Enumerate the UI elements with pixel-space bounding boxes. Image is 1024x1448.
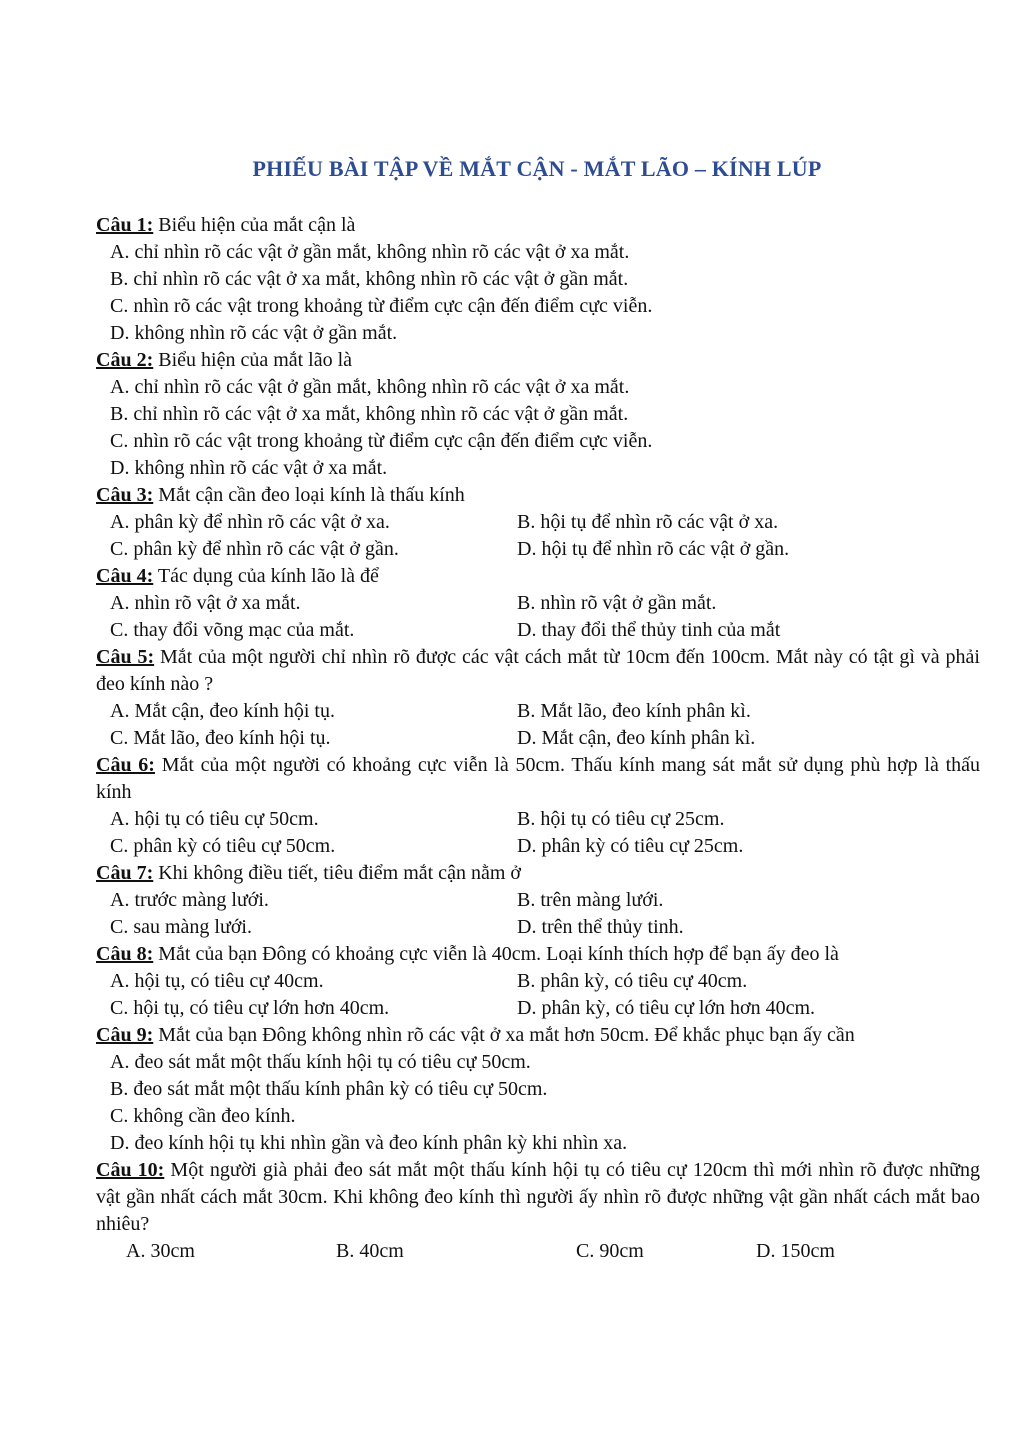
- question-3: [96, 482, 980, 563]
- option-b: B. chỉ nhìn rõ các vật ở xa mắt, không nhìn rõ các vật ở gần mắt.: [110, 403, 629, 425]
- question-label: Câu 3:: [96, 484, 154, 506]
- question-5: [96, 644, 980, 752]
- question-6: [96, 752, 980, 860]
- option-d: D. trên thể thủy tinh.: [517, 916, 684, 938]
- option-c: C. 90cm: [576, 1240, 644, 1262]
- option-a: A. hội tụ, có tiêu cự 40cm.: [110, 970, 324, 992]
- option-d: D. 150cm: [756, 1240, 835, 1262]
- option-d: D. không nhìn rõ các vật ở xa mắt.: [110, 457, 388, 479]
- question-text: Mắt của bạn Đông không nhìn rõ các vật ở xa mắt hơn 50cm. Để khắc phục bạn ấy cần: [153, 1024, 855, 1046]
- option-b: B. đeo sát mắt một thấu kính phân kỳ có tiêu cự 50cm.: [110, 1078, 548, 1100]
- option-a: A. trước màng lưới.: [110, 889, 269, 911]
- option-c: C. phân kỳ có tiêu cự 50cm.: [110, 835, 336, 857]
- option-b: B. hội tụ có tiêu cự 25cm.: [517, 808, 725, 830]
- question-10: [96, 1157, 980, 1265]
- question-1: [96, 212, 980, 347]
- question-label: Câu 10:: [96, 1159, 165, 1181]
- option-c: C. nhìn rõ các vật trong khoảng từ điểm cực cận đến điểm cực viễn.: [110, 295, 653, 317]
- option-a: A. đeo sát mắt một thấu kính hội tụ có tiêu cự 50cm.: [110, 1051, 531, 1073]
- option-a: A. hội tụ có tiêu cự 50cm.: [110, 808, 319, 830]
- option-c: C. thay đổi võng mạc của mắt.: [110, 619, 355, 641]
- option-c: C. sau màng lưới.: [110, 916, 252, 938]
- option-c: C. Mắt lão, đeo kính hội tụ.: [110, 727, 331, 749]
- option-a: A. nhìn rõ vật ở xa mắt.: [110, 592, 301, 614]
- option-b: B. trên màng lưới.: [517, 889, 664, 911]
- question-text: Biểu hiện của mắt cận là: [153, 214, 356, 236]
- option-a: A. chỉ nhìn rõ các vật ở gần mắt, không nhìn rõ các vật ở xa mắt.: [110, 241, 630, 263]
- question-text: Mắt của một người có khoảng cực viễn là 50cm. Thấu kính mang sát mắt sử dụng phù hợp là thấu kính: [96, 754, 981, 803]
- question-text: Mắt của bạn Đông có khoảng cực viễn là 40cm. Loại kính thích hợp để bạn ấy đeo là: [153, 943, 839, 965]
- question-label: Câu 2:: [96, 349, 154, 371]
- option-d: D. hội tụ để nhìn rõ các vật ở gần.: [517, 538, 790, 560]
- option-c: C. không cần đeo kính.: [110, 1105, 296, 1127]
- option-b: B. nhìn rõ vật ở gần mắt.: [517, 592, 717, 614]
- option-d: D. thay đổi thể thủy tinh của mắt: [517, 619, 781, 641]
- option-b: B. hội tụ để nhìn rõ các vật ở xa.: [517, 511, 779, 533]
- option-d: D. không nhìn rõ các vật ở gần mắt.: [110, 322, 398, 344]
- question-label: Câu 8:: [96, 943, 154, 965]
- question-text: Biểu hiện của mắt lão là: [153, 349, 353, 371]
- question-text: Khi không điều tiết, tiêu điểm mắt cận nằm ở: [153, 862, 521, 884]
- question-7: [96, 860, 980, 941]
- question-label: Câu 6:: [96, 754, 155, 776]
- option-b: B. phân kỳ, có tiêu cự 40cm.: [517, 970, 748, 992]
- option-d: D. phân kỳ, có tiêu cự lớn hơn 40cm.: [517, 997, 816, 1019]
- question-text: Mắt cận cần đeo loại kính là thấu kính: [153, 484, 465, 506]
- option-a: A. Mắt cận, đeo kính hội tụ.: [110, 700, 335, 722]
- option-a: A. chỉ nhìn rõ các vật ở gần mắt, không nhìn rõ các vật ở xa mắt.: [110, 376, 630, 398]
- option-d: D. phân kỳ có tiêu cự 25cm.: [517, 835, 744, 857]
- option-c: C. hội tụ, có tiêu cự lớn hơn 40cm.: [110, 997, 390, 1019]
- option-c: C. phân kỳ để nhìn rõ các vật ở gần.: [110, 538, 399, 560]
- question-list: [96, 212, 980, 1265]
- question-text: Tác dụng của kính lão là để: [153, 565, 379, 587]
- question-label: Câu 5:: [96, 646, 155, 668]
- question-label: Câu 7:: [96, 862, 154, 884]
- question-4: [96, 563, 980, 644]
- question-label: Câu 4:: [96, 565, 154, 587]
- question-9: [96, 1022, 980, 1157]
- question-label: Câu 1:: [96, 214, 154, 236]
- option-b: B. chỉ nhìn rõ các vật ở xa mắt, không nhìn rõ các vật ở gần mắt.: [110, 268, 629, 290]
- option-a: A. 30cm: [126, 1240, 195, 1262]
- option-d: D. đeo kính hội tụ khi nhìn gần và đeo kính phân kỳ khi nhìn xa.: [110, 1132, 628, 1154]
- question-label: Câu 9:: [96, 1024, 154, 1046]
- option-a: A. phân kỳ để nhìn rõ các vật ở xa.: [110, 511, 390, 533]
- option-b: B. 40cm: [336, 1240, 404, 1262]
- question-text: Một người già phải đeo sát mắt một thấu kính hội tụ có tiêu cự 120cm thì mới nhìn rõ được những vật gần nhất cách mắt 30cm. Khi không đeo kính thì người ấy nhìn rõ được những vật gần nhất cách mắt bao nhiêu?: [96, 1159, 980, 1235]
- page-title: PHIẾU BÀI TẬP VỀ MẮT CẬN - MẮT LÃO – KÍNH LÚP: [252, 156, 822, 181]
- option-d: D. Mắt cận, đeo kính phân kì.: [517, 727, 756, 749]
- option-c: C. nhìn rõ các vật trong khoảng từ điểm cực cận đến điểm cực viễn.: [110, 430, 653, 452]
- question-text: Mắt của một người chỉ nhìn rõ được các vật cách mắt từ 10cm đến 100cm. Mắt này có tật gì và phải đeo kính nào ?: [96, 646, 980, 695]
- question-2: [96, 347, 980, 482]
- question-8: [96, 941, 980, 1022]
- option-b: B. Mắt lão, đeo kính phân kì.: [517, 700, 751, 722]
